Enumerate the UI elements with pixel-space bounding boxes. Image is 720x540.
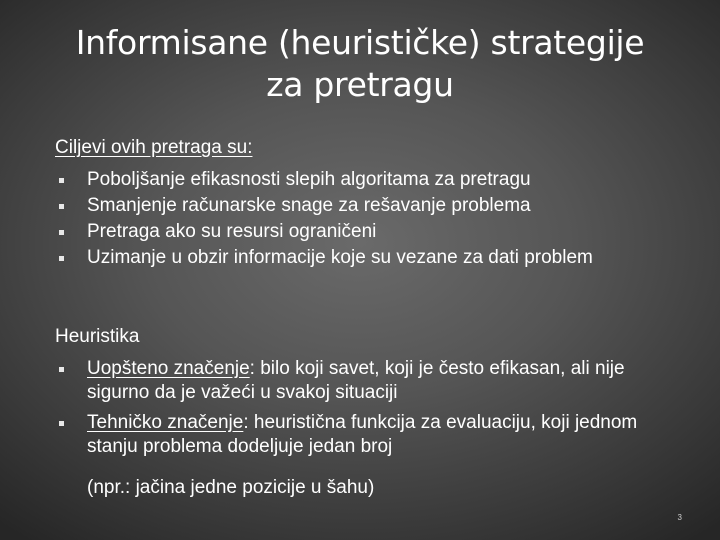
goal-text: Smanjenje računarske snage za rešavanje problema [87, 195, 531, 216]
goal-text: Poboljšanje efikasnosti slepih algoritama za pretragu [87, 169, 531, 190]
page-number: 3 [677, 513, 682, 522]
example-note: (npr.: jačina jedne pozicije u šahu) [87, 477, 375, 498]
heuristic-definition: : heuristična funkcija za evaluaciju, koji jednom stanju problema dodeljuje jedan broj [87, 412, 638, 457]
goal-text: Uzimanje u obzir informacije koje su vezane za dati problem [87, 247, 593, 268]
intro-label: Ciljevi ovih pretraga su: [55, 137, 253, 158]
list-item [0, 246, 667, 270]
square-bullet-icon [59, 204, 64, 209]
list-item [0, 168, 667, 192]
heuristic-term: Uopšteno značenje [87, 358, 250, 379]
heuristics-list [0, 357, 667, 459]
square-bullet-icon [59, 230, 64, 235]
square-bullet-icon [59, 367, 64, 372]
list-item [0, 220, 667, 244]
heuristic-definition: : bilo koji savet, koji je često efikasan, ali nije sigurno da je važeći u svakoj situaciji [87, 358, 625, 403]
list-item [0, 411, 667, 459]
square-bullet-icon [59, 421, 64, 426]
slide-title-line-1: Informisane (heurističke) strategije [75, 23, 645, 62]
slide-title [20, 22, 700, 106]
heuristic-term: Tehničko značenje [87, 412, 244, 433]
slide-title-line-2: za pretragu [266, 65, 454, 104]
square-bullet-icon [59, 178, 64, 183]
square-bullet-icon [59, 256, 64, 261]
goals-list [0, 168, 667, 272]
goal-text: Pretraga ako su resursi ograničeni [87, 221, 377, 242]
list-item [0, 194, 667, 218]
heuristics-heading: Heuristika [55, 326, 140, 347]
list-item [0, 357, 667, 405]
